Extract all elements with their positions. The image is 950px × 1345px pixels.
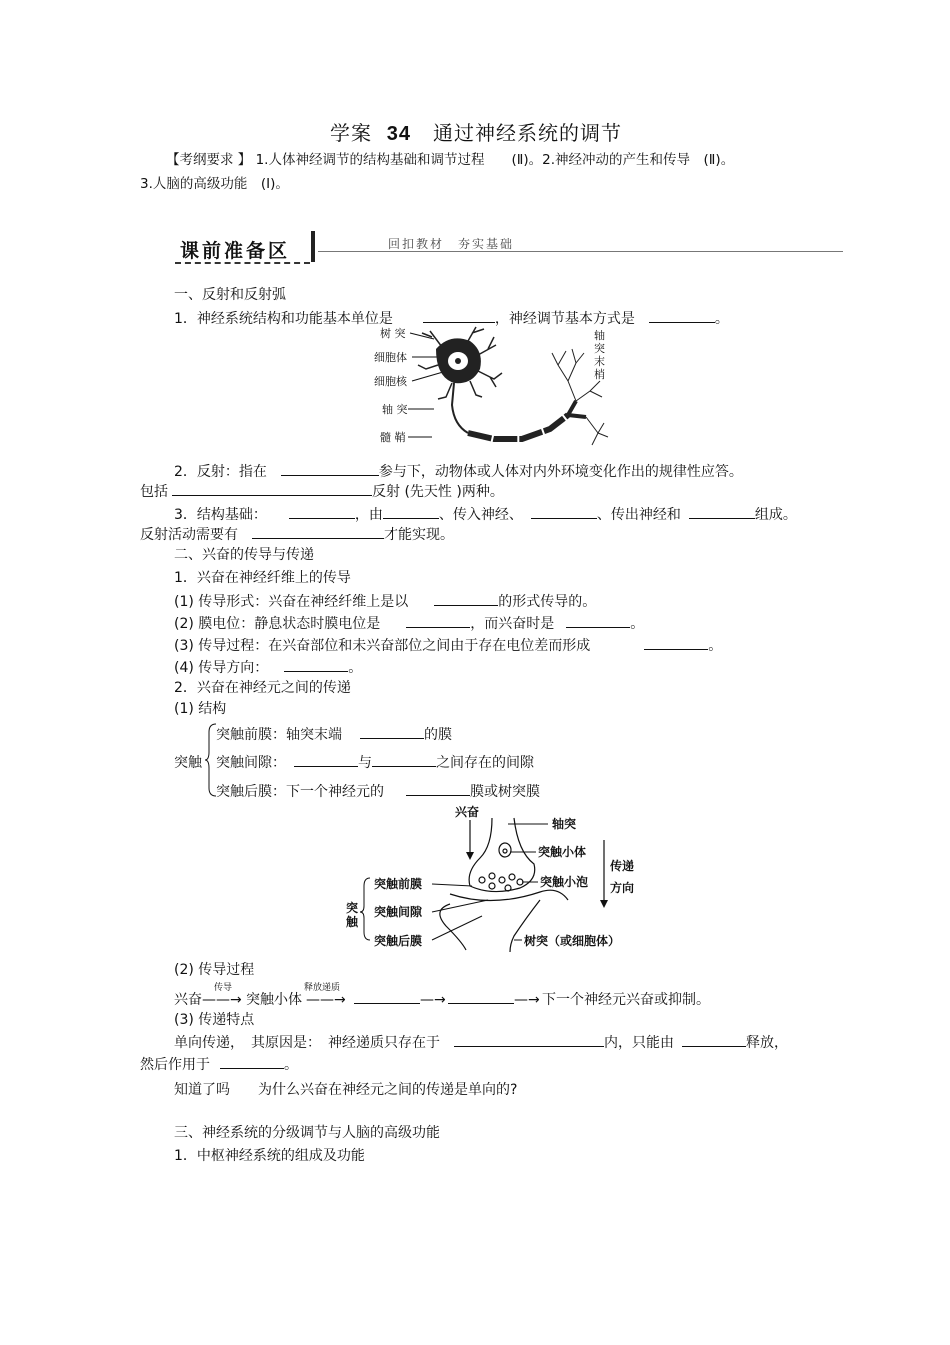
flow-text-a: 兴奋 <box>174 992 202 1008</box>
syllabus-line1: 【考纲要求 】 1.人体神经调节的结构基础和调节过程 (Ⅱ)。2.神经冲动的产生和传导 (Ⅱ)。 <box>166 152 735 168</box>
p1-line <box>174 591 596 611</box>
f1-line <box>174 1032 788 1052</box>
blank-syn-3[interactable] <box>372 752 436 767</box>
blank-p1[interactable] <box>434 591 498 606</box>
diagram-label-dendrite: 树突（或细胞体） <box>524 934 621 948</box>
blank-q2-1[interactable] <box>281 461 379 476</box>
q3-text-a: 3．结构基础： <box>174 507 267 523</box>
feature-heading: (3) 传递特点 <box>174 1012 255 1028</box>
p2-end: 。 <box>630 616 645 632</box>
flow-arrow-1-label: 传导 <box>214 983 233 993</box>
q2-line1 <box>174 461 743 481</box>
neuron-label-terminal-4: 梢 <box>594 368 605 381</box>
p3-line <box>174 635 722 655</box>
neuron-label-nucleus: 细胞核 <box>374 375 407 388</box>
synapse-brace-label: 突触 <box>174 755 202 771</box>
neuron-diagram <box>372 325 612 450</box>
flow-text-b: 突触小体 <box>246 992 302 1008</box>
section1-heading: 一、反射和反射弧 <box>174 287 286 303</box>
q3-line2 <box>140 524 454 544</box>
f1-line2 <box>140 1054 298 1074</box>
p2-text-b: ，而兴奋时是 <box>470 616 555 632</box>
p3-end: 。 <box>708 638 723 654</box>
synapse-diagram <box>342 800 642 955</box>
diagram-label-synapse-2: 触 <box>346 915 359 929</box>
blank-q3-2[interactable] <box>383 504 439 519</box>
q3-text-d: 、传出神经和 <box>596 507 681 523</box>
q1-text-a: 1．神经系统结构和功能基本单位是 <box>174 311 393 327</box>
diagram-label-axon: 轴突 <box>552 817 577 831</box>
p2-text-a: (2) 膜电位：静息状态时膜电位是 <box>174 616 381 632</box>
blank-flow-2[interactable] <box>448 989 514 1004</box>
neuron-label-axon: 轴 突 <box>382 403 408 416</box>
blank-p2-2[interactable] <box>566 613 630 628</box>
q3-text-c: 、传入神经、 <box>438 507 523 523</box>
blank-q3-5[interactable] <box>252 524 384 539</box>
f1-text-c: 释放， <box>746 1035 788 1051</box>
syllabus-line2: 3.人脑的高级功能 (Ⅰ)。 <box>140 176 289 192</box>
blank-q3-4[interactable] <box>689 504 755 519</box>
neuron-label-terminal-1: 轴 <box>594 329 605 342</box>
blank-q3-3[interactable] <box>531 504 597 519</box>
page-title <box>330 121 622 146</box>
diagram-label-excitement: 兴奋 <box>455 805 480 819</box>
blank-f1-2[interactable] <box>682 1032 746 1047</box>
q2-line2 <box>140 481 504 501</box>
structure-heading: (1) 结构 <box>174 701 227 717</box>
syn-pre-line <box>216 724 452 744</box>
diagram-label-synapse-1: 突 <box>346 901 359 915</box>
f1-text-b: 内，只能由 <box>604 1035 674 1051</box>
section3-heading: 三、神经系统的分级调节与人脑的高级功能 <box>174 1125 440 1141</box>
process-heading: (2) 传导过程 <box>174 962 255 978</box>
diagram-label-cleft: 突触间隙 <box>374 905 423 919</box>
syn3-text-b: 膜或树突膜 <box>470 784 540 800</box>
sec3-sub1: 1．中枢神经系统的组成及功能 <box>174 1148 365 1164</box>
flow-end: 下一个神经元兴奋或抑制。 <box>542 992 710 1008</box>
sec2-sub2: 2．兴奋在神经元之间的传递 <box>174 680 351 696</box>
syn1-text-a: 突触前膜：轴突末端 <box>216 727 342 743</box>
banner-underline <box>175 262 310 264</box>
p1-text-b: 的形式传导的。 <box>498 594 597 610</box>
title-main: 通过神经系统的调节 <box>433 121 623 145</box>
q2-text-b: 参与下，动物体或人体对内外环境变化作出的规律性应答。 <box>378 464 743 480</box>
diagram-label-direction-2: 方向 <box>610 881 635 895</box>
q3-text-e: 组成。 <box>754 507 797 523</box>
flow-arrow-2-label: 释放递质 <box>304 983 341 993</box>
syn2-text-c: 之间存在的间隙 <box>436 755 534 771</box>
flow-arrow-3: —→ <box>420 992 446 1008</box>
q3-text-b: ，由 <box>354 507 383 523</box>
syn1-text-b: 的膜 <box>424 727 452 743</box>
p4-text-a: (4) 传导方向： <box>174 660 269 676</box>
f1-end: 。 <box>284 1057 298 1073</box>
neuron-label-dendrite: 树 突 <box>380 327 406 340</box>
blank-q1-2[interactable] <box>649 308 715 323</box>
p4-end: 。 <box>348 660 363 676</box>
syn2-text-b: 与 <box>358 755 372 771</box>
neuron-label-cellbody: 细胞体 <box>374 351 407 364</box>
flow-arrow-1: 传导 ——→ <box>202 991 246 1009</box>
title-number: 34 <box>386 123 411 145</box>
blank-flow-1[interactable] <box>354 989 420 1004</box>
f1-text-d: 然后作用于 <box>140 1057 210 1073</box>
p1-text-a: (1) 传导形式：兴奋在神经纤维上是以 <box>174 594 409 610</box>
flow-line <box>174 983 710 1009</box>
diagram-label-vesicle: 突触小泡 <box>540 875 589 889</box>
title-prefix: 学案 <box>330 121 372 145</box>
neuron-label-terminal-2: 突 <box>594 342 605 355</box>
f1-text-a: 单向传递， 其原因是： 神经递质只存在于 <box>174 1035 440 1051</box>
diagram-label-direction-1: 传递 <box>610 859 635 873</box>
p3-text-a: (3) 传导过程：在兴奋部位和未兴奋部位之间由于存在电位差而形成 <box>174 638 591 654</box>
syn-post-line <box>216 781 540 801</box>
banner-label: 课前准备区 <box>180 240 291 262</box>
blank-syn-1[interactable] <box>360 724 424 739</box>
blank-p3[interactable] <box>644 635 708 650</box>
banner-bar <box>311 231 315 262</box>
know-line: 知道了吗 为什么兴奋在神经元之间的传递是单向的? <box>174 1082 518 1098</box>
q1-end: 。 <box>714 311 729 327</box>
q3-line1 <box>174 504 797 524</box>
section2-heading: 二、兴奋的传导与传递 <box>174 547 314 563</box>
neuron-label-myelin: 髓 鞘 <box>380 431 406 444</box>
blank-syn-4[interactable] <box>406 781 470 796</box>
blank-syn-2[interactable] <box>294 752 358 767</box>
diagram-label-pre: 突触前膜 <box>374 877 423 891</box>
flow-arrow-2: 释放递质 ——→ <box>306 991 354 1009</box>
q2-text-a: 2．反射：指在 <box>174 464 267 480</box>
blank-q2-2[interactable] <box>172 481 372 496</box>
diagram-label-post: 突触后膜 <box>374 934 423 948</box>
blank-f1-1[interactable] <box>454 1032 604 1047</box>
diagram-label-body: 突触小体 <box>538 845 587 859</box>
blank-f1-3[interactable] <box>220 1054 284 1069</box>
blank-q3-1[interactable] <box>289 504 355 519</box>
q2-text-d: 反射 (先天性 )两种。 <box>372 484 504 500</box>
blank-p2-1[interactable] <box>406 613 470 628</box>
syn3-text-a: 突触后膜：下一个神经元的 <box>216 784 384 800</box>
blank-q1-1[interactable] <box>423 308 495 323</box>
q3-text-f: 反射活动需要有 <box>140 527 238 543</box>
p4-line <box>174 657 362 677</box>
sec2-sub1: 1．兴奋在神经纤维上的传导 <box>174 570 351 586</box>
blank-p4[interactable] <box>284 657 348 672</box>
banner-subtitle: 回扣教材 夯实基础 <box>388 237 515 251</box>
q2-text-c: 包括 <box>140 484 168 500</box>
p2-line <box>174 613 644 633</box>
flow-arrow-4: —→ <box>514 992 540 1008</box>
syn-cleft-line <box>216 752 534 772</box>
q3-text-g: 才能实现。 <box>384 527 454 543</box>
q1-text-b: ，神经调节基本方式是 <box>494 311 635 327</box>
neuron-label-terminal-3: 末 <box>594 355 605 368</box>
syn2-text-a: 突触间隙： <box>216 755 286 771</box>
